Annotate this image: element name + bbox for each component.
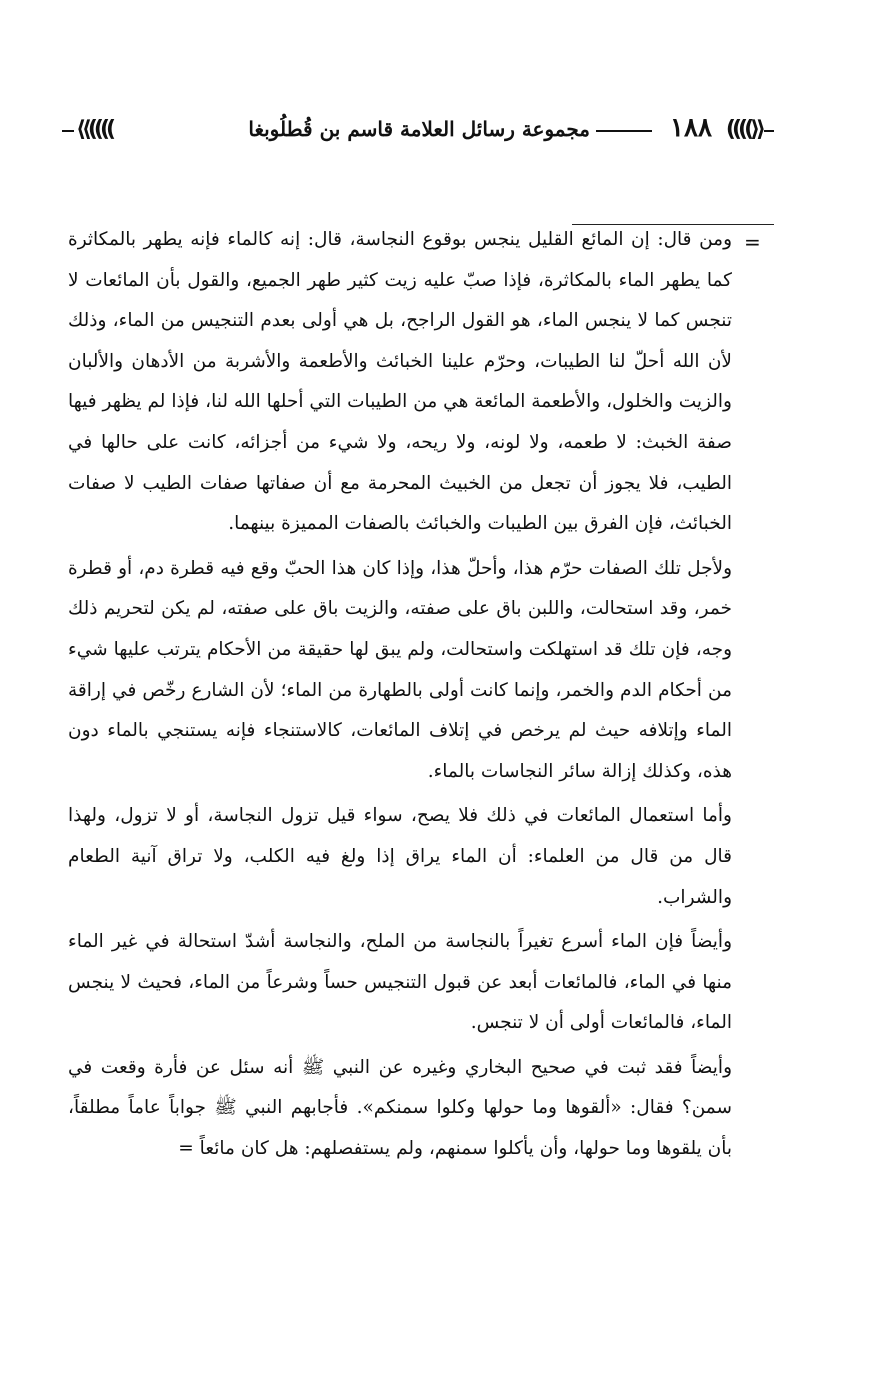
- header-rule-right-end: [764, 130, 774, 132]
- footnote-paragraph-4: وأيضاً فإن الماء أسرع تغيراً بالنجاسة من الملح، والنجاسة أشدّ استحالة في غير الماء منها في الماء، فالمائعات أبعد عن قبول التنجيس حساً وشرعاً من الماء، فحيث لا ينجس الماء، فالمائعات أولى أن لا تنجس.: [68, 931, 732, 1034]
- header-ornament-right: ((((⟫: [725, 117, 762, 142]
- running-header: [62, 108, 774, 148]
- header-rule-left-end: [62, 130, 74, 132]
- footnote-paragraph-2: ولأجل تلك الصفات حرّم هذا، وأحلّ هذا، وإذا كان هذا الحبّ وقع فيه قطرة دم، أو قطرة خمر، وقد استحالت، واللبن باق على صفته، والزيت باق على صفته، لم يكن لتحريم ذلك وجه، فإن تلك قد استهلكت واستحالت، ولم يبق لها حقيقة من الأحكام يترتب عليها شيء من أحكام الدم والخمر، وإنما كانت أولى بالطهارة من الماء؛ لأن الشارع رخّص في إراقة الماء وإتلافه حيث لم يرخص في إتلاف المائعات، كالاستنجاء فإنه يستنجي بالماء دون هذه، وكذلك إزالة سائر النجاسات بالماء.: [68, 557, 732, 782]
- header-ornament-left: ⟪((((: [76, 117, 113, 142]
- running-title: مجموعة رسائل العلامة قاسم بن قُطلُوبغا: [248, 117, 590, 141]
- footnote-paragraph-3: وأما استعمال المائعات في ذلك فلا يصح، سواء قيل تزول النجاسة، أو لا تزول، ولهذا قال من قال من العلماء: أن الماء يراق إذا ولغ فيه الكلب، ولا تراق آنية الطعام والشراب.: [68, 805, 732, 908]
- footnote-paragraph-5: وأيضاً فقد ثبت في صحيح البخاري وغيره عن النبي ﷺ أنه سئل عن فأرة وقعت في سمن؟ فقال: «ألقوها وما حولها وكلوا سمنكم». فأجابهم النبي ﷺ جواباً عاماً مطلقاً، بأن يلقوها وما حولها، وأن يأكلوا سمنهم، ولم يستفصلهم: هل كان مائعاً =: [68, 1056, 732, 1160]
- page-number: ١٨٨: [670, 113, 712, 143]
- footnote-continuation-marker: =: [744, 230, 761, 254]
- footnote-text: [68, 220, 732, 1170]
- header-rule: [596, 130, 652, 132]
- footnote-paragraph-1: ومن قال: إن المائع القليل ينجس بوقوع النجاسة، قال: إنه كالماء فإنه يطهر بالمكاثرة كما يطهر الماء بالمكاثرة، فإذا صبّ عليه زيت كثير طهر الجميع، والقول بأن المائعات لا تنجس كما لا ينجس الماء، هو القول الراجح، بل هي أولى بعدم التنجيس من الماء، وذلك لأن الله أحلّ لنا الطيبات، وحرّم علينا الخبائث والأطعمة والأشربة من الأدهان والألبان والزيت والخلول، والأطعمة المائعة هي من الطيبات التي أحلها الله لنا، فإذا لم يظهر فيها صفة الخبث: لا طعمه، ولا لونه، ولا ريحه، ولا شيء من أجزائه، كانت على حالها في الطيب، فلا يجوز أن تجعل من الخبيث المحرمة مع أن صفاتها صفات الطيب لا صفات الخبائث، فإن الفرق بين الطيبات والخبائث بالصفات المميزة بينهما.: [68, 229, 732, 535]
